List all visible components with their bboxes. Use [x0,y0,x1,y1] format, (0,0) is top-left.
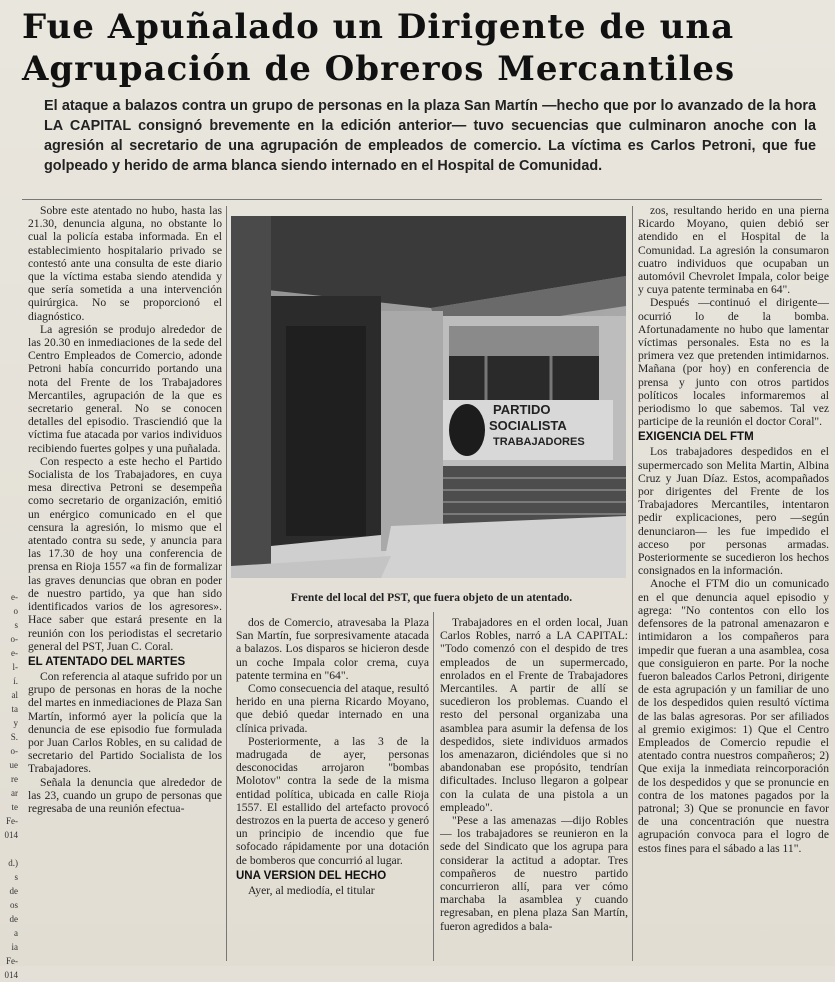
paragraph: Como consecuencia del ataque, resultó herido en una pierna Ricardo Moyano, que debió quedar internado en una clínica privada. [236,682,429,735]
deck-divider [22,199,822,200]
left-fragment-line: l- [12,662,18,672]
subheading: EL ATENTADO DEL MARTES [28,655,186,668]
paragraph: Posteriormente, a las 3 de la madrugada de ayer, personas desconocidas arrojaron "bombas Molotov" contra la sede de la misma entidad política, ubicada en calle Rioja 1557. El estallido del artefacto provocó destrozos en la puerta de acceso y generó un principio de incendio que fue sofocado rápidamente por una dotación de bomberos que concurrió al lugar. [236,734,429,867]
sign-text-line-3: TRABAJADORES [493,436,585,448]
headline-line-1: Fue Apuñalado un Dirigente de una [22,7,735,47]
column-3 [440,616,628,964]
left-fragment-line: e- [11,648,18,658]
paragraph: Ayer, al mediodía, el titular [248,883,375,897]
sign-text-line-2: SOCIALISTA [489,418,567,433]
paragraph: Anoche el FTM dio un comunicado en el que denuncia aquel episodio y agrega: "No contentos con ello los defensores de la patronal amenazaron e intimidaron a los compañeros para impedir que fueran a una asamblea, cosa que consiguieron en parte. Por la noche fueron baleados Carlos Petroni, dirigente de esta agrupación y un familiar de uno de los despedidos quien resultó víctima de las balas agresoras. Por ser afiliados al gremio exigimos: 1) Que el Centro Empleados de Comercio repudie el atentado contra nuestros compañeros; 2) Que exija la inmediata reincorporación de los despedidos y que se pronuncie en contra de los matones pagados por la patronal; 3) Que se pronuncie en favor de una concentración que nuestra agrupación convoca para el logro de estos fines para el sábado a las 11". [638,577,829,855]
column-2 [236,616,429,964]
column-rule-1 [226,206,227,961]
left-fragment-line: í. [13,676,18,686]
left-fragment-line: ue [9,760,18,770]
paragraph: dos de Comercio, atravesaba la Plaza San Martín, fue sorpresivamente atacada a balazos. Los disparos se hicieron desde un coche Impala color crema, cuya patente termina en "64". [236,616,429,682]
left-fragment-line: e- [11,592,18,602]
left-fragment-line: s [14,620,18,630]
headline [22,6,822,90]
left-fragment-line: o [13,606,18,616]
left-fragment-line: de [9,914,18,924]
column-rule-2 [433,612,434,961]
column-4 [638,204,829,964]
sign-text-line-1: PARTIDO [493,402,551,417]
photo-caption: Frente del local del PST, que fuera objeto de un atentado. [290,592,573,604]
left-fragment-line: S. [10,732,18,742]
paragraph: Con respecto a este hecho el Partido Socialista de los Trabajadores, en cuya mesa directiva Petroni se desempeña como secretario de organización, emitió un enérgico comunicado en el que censura la agresión, lo mismo que el atentado contra su sede, y anuncia para las 17.30 de hoy una conferencia de prensa en Rioja 1557 «a fin de formalizar las graves denuncias que obran en poder de nuestro partido, ya que han sido identificados varios de los agresores». Hace saber que estará presente en la reunión con los periodistas el secretario general del PST, Juan C. Coral. [28,454,222,653]
left-fragment-line: te [11,802,18,812]
paragraph: zos, resultando herido en una pierna Ricardo Moyano, quien debió ser atendido en el Hospital de la Comunidad. La agresión la consumaron cuatro individuos que ocupaban un automóvil Chevrolet Impala, color beige y cuya patente terminaba en 64". [638,204,829,297]
left-margin-column-fragment [0,590,18,980]
left-fragment-line: o- [10,746,18,756]
paragraph: Después —continuó el dirigente— ocurrió lo de la bomba. Afortunadamente no hubo que lamentar víctimas personales. Esta no es la primera vez que pretenden intimidarnos. Mañana (por hoy) en conferencia de prensa y junto con otros partidos políticos locales informaremos al periodismo lo que sabemos. Tal vez participe de la reunión el doctor Coral". [638,296,829,429]
left-fragment-line: ia [11,942,18,952]
left-fragment-line: os [9,900,18,910]
left-fragment-line: o- [10,634,18,644]
left-fragment-line: de [9,886,18,896]
paragraph: Trabajadores en el orden local, Juan Carlos Robles, narró a LA CAPITAL: "Todo comenzó con el despido de tres empleados de un supermercado, enrolados en el Frente de Trabajadores Mercantiles. A partir de allí se sucedieron los problemas. Cuando el resto del personal organizaba una asamblea para asumir la defensa de los despedidos, siete individuos armados los amenazaron, diciéndoles que si no abandonaban ese propósito, tendrían dificultades. Incluso llegaron a golpear con la culata de una pistola a un empleado". [440,616,628,814]
column-1 [28,204,222,964]
left-fragment-line: s [14,872,18,882]
subheading: UNA VERSION DEL HECHO [236,869,387,882]
left-fragment-line: a [14,928,18,938]
paragraph: Los trabajadores despedidos en el supermercado son Melita Martin, Albina Cruz y Juan Díaz. Estos, acompañados por dirigentes del Frente de los Trabajadores Mercantiles, intentaron pedir explicaciones, pero —según denunciaron— les fue impedido el acceso por personas armadas. Posteriormente se sucedieron los hechos consignados en la información. [638,445,829,578]
paragraph: "Pese a las amenazas —dijo Robles— los trabajadores se reunieron en la sede del Sindicato que los agrupa para considerar la actitud a adoptar. Tres compañeros de nuestro partido concurrieron allí, para ver cómo marchaba la asamblea y cuando regresaban, en plena plaza San Martín, fueron agredidos a bala- [440,814,628,933]
left-fragment-line: d.) [8,858,18,868]
left-fragment-line [0,842,18,856]
subheading: EXIGENCIA DEL FTM [638,431,754,444]
deck-summary: El ataque a balazos contra un grupo de personas en la plaza San Martín —hecho que por lo avanzado de la hora LA CAPITAL consignó brevemente en la edición anterior— tuvo secuencias que culminaron anoche con la agresión al secretario de una agrupación de empleados de comercio. La víctima es Carlos Petroni, que fue golpeado y herido de arma blanca siendo internado en el Hospital de Comunidad. [44,98,816,174]
paragraph: La agresión se produjo alrededor de las 20.30 en inmediaciones de la sede del Centro Empleados de Comercio, adonde Petroni había concurrido portando una nota del Frente de los Trabajadores Mercantiles, agrupación de la que es secretario general. No se conocen detalles del episodio. Trasciendió que la víctima fue atacada por varios individuos recibiendo fuertes golpes y una puñalada. [28,322,222,455]
left-fragment-line: ar [11,788,18,798]
left-fragment-line: ta [11,704,18,714]
headline-line-2: Agrupación de Obreros Mercantiles [22,49,736,89]
left-fragment-line: Fe- [6,956,18,966]
left-fragment-line: Fe- [6,816,18,826]
left-fragment-line: 014 [4,830,18,840]
left-fragment-line: 014 [4,970,18,980]
left-fragment-line: re [11,774,18,784]
paragraph: Señala la denuncia que alrededor de las 23, cuando un grupo de personas que regresaba de una reunión efectua- [28,775,222,815]
column-rule-3 [632,206,633,961]
storefront-photo [231,216,626,578]
left-fragment-line: y [13,718,18,728]
paragraph: Sobre este atentado no hubo, hasta las 21.30, denuncia alguna, no obstante lo cual la policía estaba informada. En el establecimiento hospitalario privado se contestó ante una consulta de este diario que la víctima estaba siendo atendida y que sería sometida a una intervención quirúrgica. No se proporcionó el diagnóstico. [28,204,222,323]
paragraph: Con referencia al ataque sufrido por un grupo de personas en horas de la noche del martes en inmediaciones de Plaza San Martín, informó ayer la policía que la denuncia de ese episodio fue formulada por Juan Carlos Robles, en su calidad de secretario del Partido Socialista de los Trabajadores. [28,669,222,776]
left-fragment-line: al [11,690,18,700]
